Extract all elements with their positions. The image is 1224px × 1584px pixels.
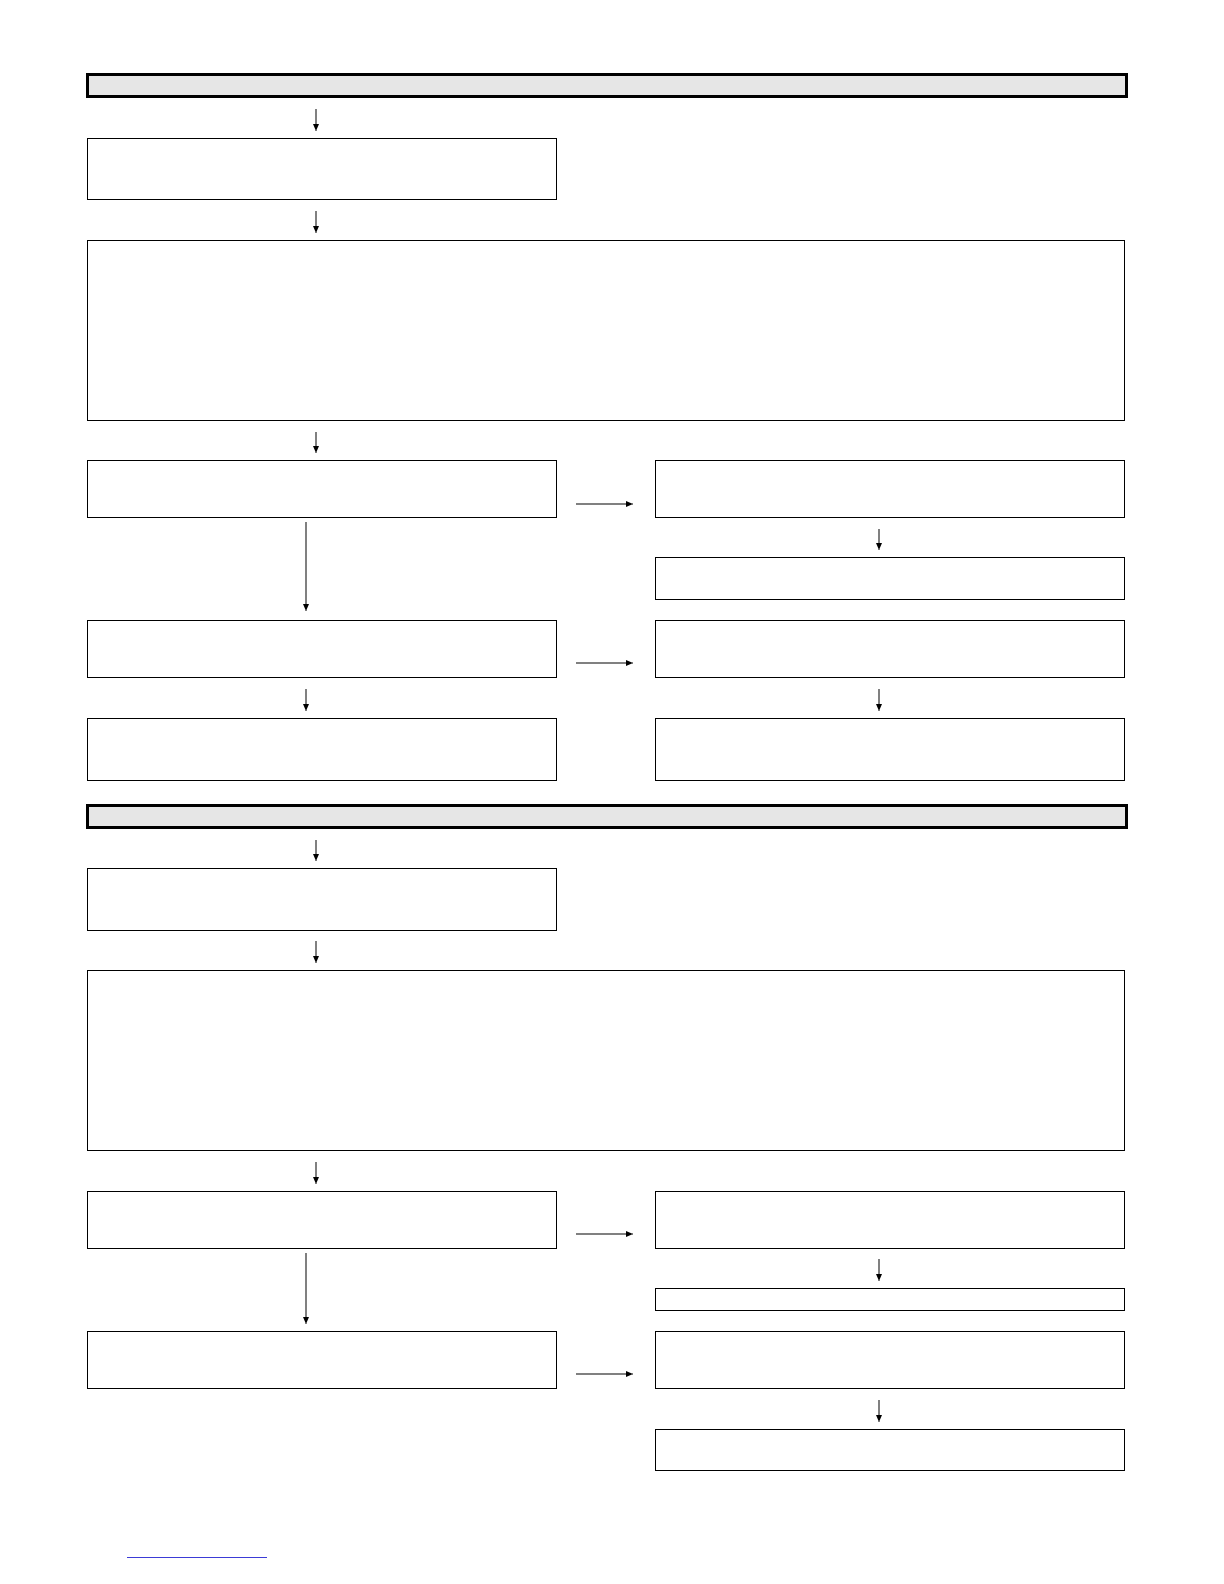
footer-link-underline[interactable] (127, 1557, 267, 1558)
